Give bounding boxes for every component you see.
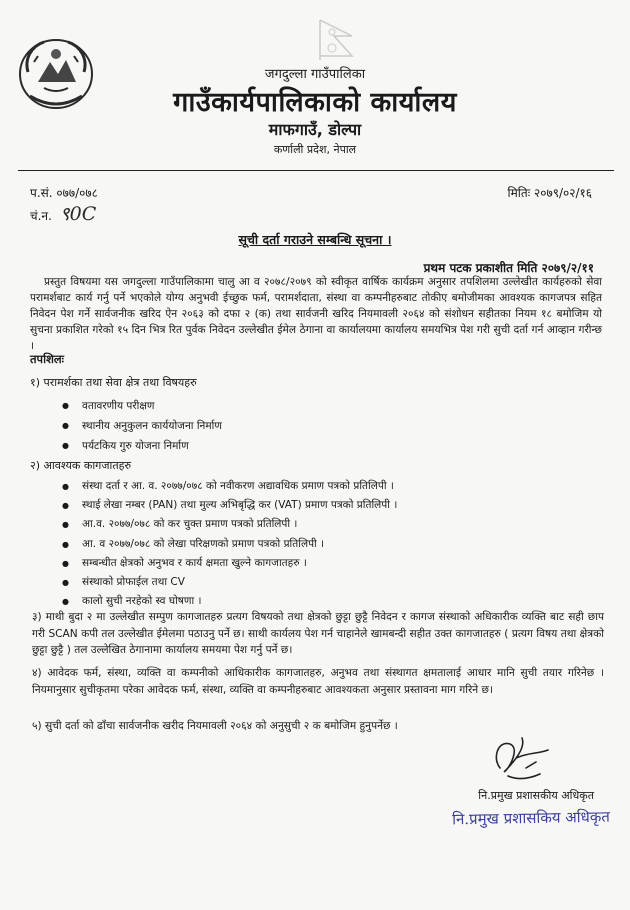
list-item: ● आ.व. २०७७/०७८ को कर चुक्त प्रमाण पत्रको प्रतिलिपी । (0, 515, 397, 534)
section5-paragraph: ५) सुची दर्ता को ढाँचा सार्वजनीक खरीद नियमावली २०६४ को अनुसुची २ क बमोजिम हुनुपर्नेछ । (32, 720, 398, 732)
notice-subject: सूची दर्ता गराउने सम्बन्धि सूचना । (238, 232, 392, 247)
list-item: ● पर्यटकिय गुरु योजना निर्माण (0, 436, 222, 456)
signature-icon (486, 728, 556, 788)
office-address: माफगाउँ, डोल्पा (268, 120, 362, 139)
section3-paragraph: ३) माथी बुदा २ मा उल्लेखीत सम्पुण कागजातहरु प्रत्यग विषयको तथा क्षेत्रको छुट्टा छुट्टै निवेदन र कागज संस्थाको अधिकारीक व्यक्ति बाट सही छाप गरी SCAN कपी तल उल्लेखीत ईमेलमा पठाउनु पर्ने छ। साथी कार्यलय पेश गर्न चाहानेले खामबन्दी सहीत उक्त कागजातहरु ( प्रत्यग विषय तथा क्षेत्रको छुट्टा छुट्टै ) तल उल्लेखित ठेगानामा कार्यालय समयमा पेश गर्नु पर्ने छ। (32, 611, 604, 656)
section1-heading: १) परामर्शका तथा सेवा क्षेत्र तथा विषयहरु (30, 376, 197, 389)
list-item: ● सम्बन्धीत क्षेत्रको अनुभव र कार्य क्षमता खुल्ने कागजातहरु । (0, 554, 397, 573)
chalani-number-row (30, 200, 96, 226)
intro-paragraph: प्रस्तुत विषयमा यस जगदुल्ला गाउँपालिकामा चालु आ व २०७८/२०७९ को स्वीकृत वार्षिक कार्यक्रम अनुसार तपशिलमा उल्लेखीत कार्यहरुको सेवा परामर्शबाट कार्य गर्नु पर्ने भएकोले योग्य अनुभवी ईच्छुक फर्म, परामर्शदाता, संस्था वा कम्पनीहरुबाट तोकीए बमोजीमका आवश्यक कागजपत्र सहित निवेदन पेश गर्ने सार्वजनीक खरिद ऐन २०६३ को दफा २ (क) तथा सार्वजनी खरिद नियमावली २०६४ को संशोधन सहीतका नियम १८ बमोजिम यो सुचना प्रकाशित गरेको १५ दिन भित्र रित पुर्वक निवेदन उल्लेखीत ईमेल ठेगाना वा कार्यालयमा कार्यालय समयभित्र पेश गरी सुची दर्ता गर्न आव्हान गरीन्छ । (30, 276, 602, 352)
section1-list (0, 396, 222, 456)
section2-list (0, 477, 397, 611)
letterhead-divider (18, 170, 614, 171)
chalani-label: चं.न. (30, 209, 52, 223)
tapsil-label: तपशिलः (30, 352, 65, 366)
section4-paragraph: ४) आवेदक फर्म, संस्था, व्यक्ति वा कम्पनीको आधिकारीक कागजातहरु, अनुभव तथा संस्थागत क्षमतालाई आधार मानि सुची तयार गरिनेछ । नियमानुसार सुचीकृतमा परेका आवेदक फर्म, संस्था, व्यक्ति वा कम्पनीहरुबाट आवश्यकता अनुसार प्रस्तावना माग गरिने छ। (32, 667, 604, 696)
list-item: ● कालो सुची नरहेको स्व घोषणा । (0, 592, 397, 611)
list-item: ● स्थानीय अनुकुलन कार्ययोजना निर्माण (0, 416, 222, 436)
first-published-date: प्रथम पटक प्रकाशीत मिति २०७९/२/११ (423, 261, 594, 275)
nepal-flag-icon (300, 16, 370, 62)
list-item: ● संस्थाको प्रोफाईल तथा CV (0, 573, 397, 592)
list-item: ● स्थाई लेखा नम्बर (PAN) तथा मुल्य अभिबृद्धि कर (VAT) प्रमाण पत्रको प्रतिलिपी । (0, 496, 397, 515)
province-line: कर्णाली प्रदेश, नेपाल (273, 143, 357, 156)
signatory-title: नि.प्रमुख प्रशासकीय अधिकृत (478, 789, 594, 802)
letter-date: मितिः २०७९/०२/१६ (507, 186, 592, 200)
patra-sankhya: प.सं. ०७७/०७८ (30, 186, 98, 200)
list-item: ● वतावरणीय परीक्षण (0, 396, 222, 416)
list-item: ● आ. व २०७७/०७८ को लेखा परिक्षणको प्रमाण पत्रको प्रतिलिपी । (0, 535, 397, 554)
municipality-name: जगदुल्ला गाउँपालिका (264, 67, 366, 82)
official-stamp: नि.प्रमुख प्रशासकिय अधिकृत (451, 807, 611, 829)
chalani-number: ९0C (59, 203, 97, 225)
section2-heading: २) आवश्यक कागजातहरु (30, 459, 132, 472)
office-title: गाउँकार्यपालिकाको कार्यालय (173, 87, 457, 118)
list-item: ● संस्था दर्ता र आ. व. २०७७/०७८ को नवीकरण अद्यावधिक प्रमाण पत्रको प्रतिलिपी । (0, 477, 397, 496)
